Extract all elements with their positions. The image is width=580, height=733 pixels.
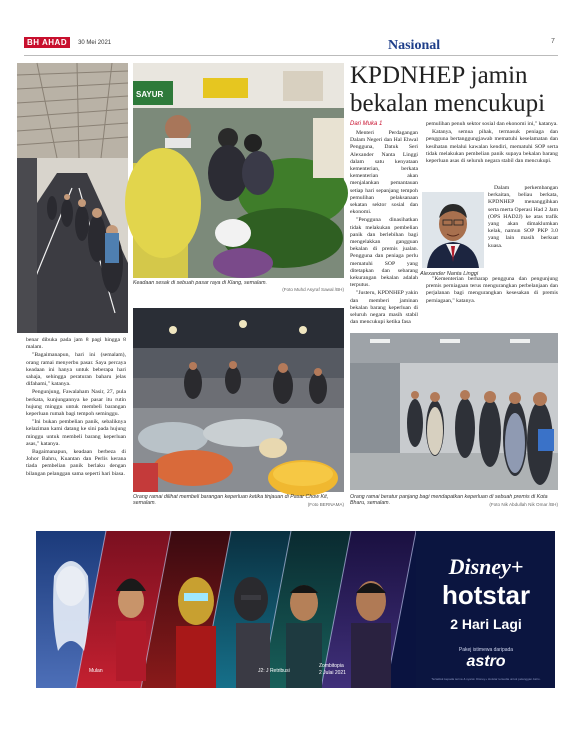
paragraph: Pengunjung, Fawalaham Nasir, 27, pula berkata, kunjungannya ke pasar itu rutin hujung minggu untuk membeli barangan keperluan rumah bagi tempoh seminggu. [26,389,126,418]
portrait-caption: Alexander Nanta Linggi [420,271,479,277]
portrait-frame [422,192,484,268]
paragraph: "Justeru, KPDNHEP yakin dan memberi jaminan bekalan barang keperluan di seluruh negara masih stabil dan mencukupi ketika fasa [350,290,418,326]
disney-hotstar-advertisement[interactable] [36,531,555,688]
queue-image [350,333,558,490]
photo-caption-market: Keadaan sesak di sebuah pasar raya di Klang, semalam. [133,280,267,286]
paragraph: "Ini bukan pembelian panik, sebaliknya kelaziman kami datang ke sini pada hujung minggu untuk membeli barang keperluan asas," katanya. [26,419,126,447]
masthead [24,37,111,48]
header-divider [24,55,558,56]
ad-fine-print: Tertakluk kepada terma & syarat. Disney+ Hotstar tersedia untuk pelanggan Astro. [431,677,541,681]
ad-label-mulan: Mulan [89,668,103,674]
page-number: 7 [551,38,555,45]
section-title: Nasional [388,38,441,53]
newspaper-logo: BH AHAD [24,37,70,48]
ad-brand-hotstar: hotstar [441,580,531,610]
article-headline: KPDNHEP jamin bekalan mencukupi [350,62,546,117]
article-column-middle [350,130,418,326]
ad-label-zombitopia: Zombitopia [319,663,344,669]
paragraph: Katanya, semua pihak, termasuk peniaga dan pengguna bertanggungjawab mematuhi keselamatan dan kesihatan melalui kawalan kendiri, mematuhi SOP serta tidak melakukan pembelian panik supaya bekalan barang keperluan asas di seluruh negara stabil dan mencukupi. [426,129,558,165]
market-image [133,63,344,278]
ad-tagline: 2 Hari Lagi [450,616,522,632]
photo-fish-market [133,308,344,492]
photo-caption-fish: Orang ramai dilihat membeli barangan keperluan ketika tinjauan di Pasar Chow Kit, semalam. [133,494,329,506]
paragraph: "Kementerian berharap pengguna dan pengunjung premis perniagaan terus mengurangkan perbelanjaan dan perjalanan bagi mengurangkan kesesakan di premis perniagaan," katanya. [426,276,558,304]
photo-market [133,63,344,278]
paragraph: Menteri Perdagangan Dalam Negeri dan Hal Ehwal Pengguna, Datuk Seri Alexander Nanta Linggi dalam satu kenyataan kementerian, berkata kementerian akan menjalankan pemantauan setiap hari sepanjang tempoh pemulihan pelaksanaan sekatan sektor sosial dan ekonomi. [350,130,418,216]
issue-date: 30 Mei 2021 [78,39,112,46]
article-column-right-top [426,121,558,185]
ad-brand-disney: Disney+ [448,554,524,579]
paragraph: benar dibuka pada jam 8 pagi hingga 8 malam. [26,337,126,351]
photo-walkway [17,63,128,333]
photo-credit-queue: (Foto Nik Abdullah Nik Omar /BH) [489,502,558,507]
fish-market-image [133,308,344,492]
portrait-image [422,192,484,268]
photo-credit-fish: (Foto BERNAMA) [307,502,344,507]
walkway-image [17,63,128,333]
ad-sponsor-logo: astro [466,653,506,670]
paragraph: "Pengguna dinasihatkan tidak melakukan pembelian panik dan berlebihan bagi mengelakkan gangguan bekalan di premis jualan. Pengguna dan peniaga perlu mematuhi SOP yang ditetapkan dan sebarang kekurangan bekalan adalah terputus. [350,217,418,289]
photo-caption-queue: Orang ramai beratur panjang bagi mendapatkan keperluan di sebuah premis di Kota Bharu, semalam. [350,494,548,506]
paragraph: pemulihan penuh sektor sosial dan ekonomi ini," katanya. [426,121,558,127]
ad-small-note: Pakej istimewa daripada [458,647,514,653]
paragraph: Dalam perkembangan berkaitan, beliau berkata, KPDNHEP menanggihkan serta merta Operasi Had 2 Jam (OPS HAD2J) ke atas trafik yang akan dimaklumkan kelak, namun SOP PKP 3.0 yang lain masih berkuat kuasa. [488,185,558,249]
paragraph: "Bagaimanapun, hari ini (semalam), orang ramai menyerbu pasar. Saya percaya keadaan ini hanya untuk beberapa hari sahaja, sehingga peraturan baharu jelas difahami," katanya. [26,352,126,388]
paragraph: Bagaimanapun, keadaan berbeza di Johor Bahru, Kuantan dan Perlis kerana tiada pembelian panik berlaku dengan bilangan pelanggan sama seperti hari biasa. [26,449,126,477]
market-sign: SAYUR [136,90,164,99]
photo-queue [350,333,558,490]
ad-label-release-date: 2 Julai 2021 [319,670,346,676]
photo-credit-market: (Foto Muhd Asyraf Sawal /BH) [282,287,344,292]
article-byline: Dari Muka 1 [350,121,383,127]
ad-label-j2: J2: J Retribusi [258,668,290,674]
article-column-right-side [488,185,558,273]
article-column-left [26,337,126,509]
article-column-right-bottom [426,276,558,324]
